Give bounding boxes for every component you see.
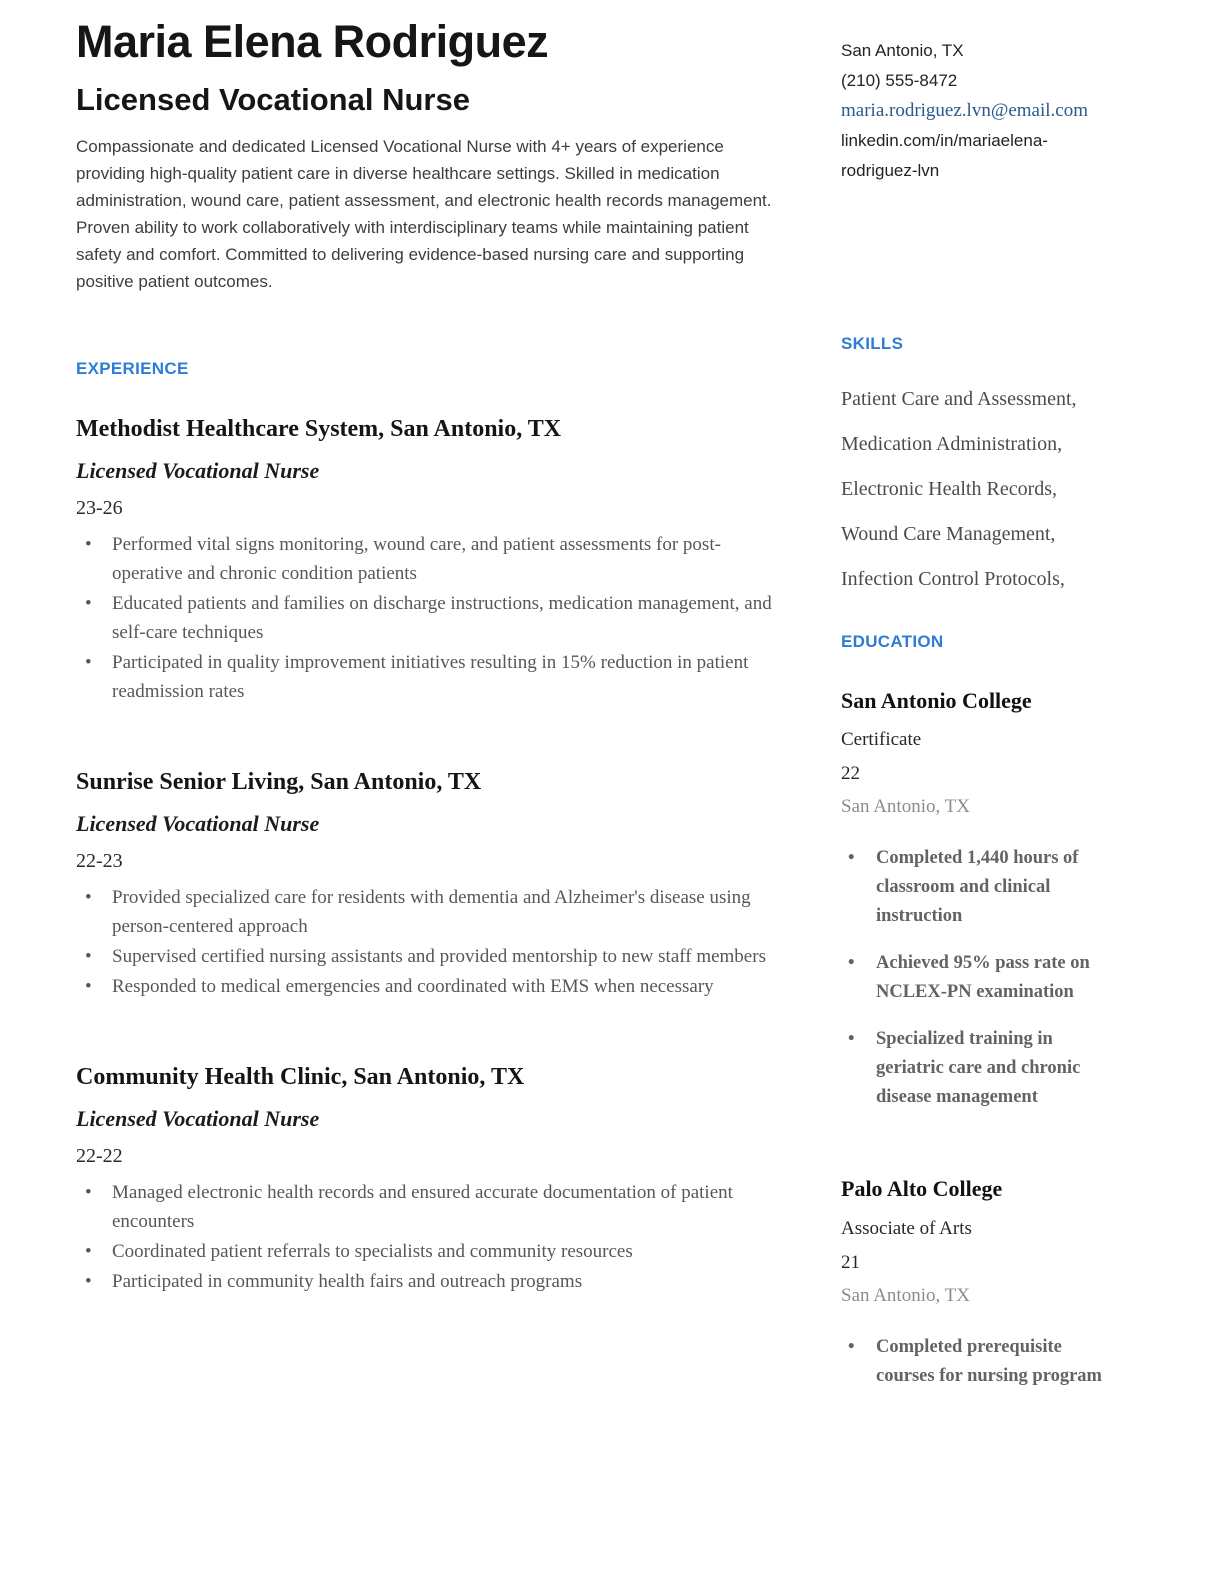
job-bullet: • Managed electronic health records and ensured accurate documentation of patient encounters [76,1178,790,1236]
skills-list [841,388,1113,590]
resume-name: Maria Elena Rodriguez [76,16,549,67]
job-company: Methodist Healthcare System, San Antonio, TX [76,416,562,443]
contact-linkedin: linkedin.com/in/mariaelena-rodriguez-lvn [841,131,1048,180]
skill-item: Patient Care and Assessment, [841,388,1077,410]
contact-location: San Antonio, TX [841,41,964,60]
job-bullet: • Supervised certified nursing assistants and provided mentorship to new staff members [76,942,790,971]
school-entry [841,1176,1113,1390]
school-bullet: • Specialized training in geriatric care and chronic disease management [841,1025,1113,1112]
job-entry [76,415,790,706]
job-dates: 23-26 [76,497,123,520]
education-heading: EDUCATION [841,632,944,651]
school-location: San Antonio, TX [841,1284,970,1306]
skills-heading: SKILLS [841,334,904,353]
job-dates: 22-23 [76,849,123,872]
school-entry [841,688,1113,1112]
school-bullet: • Completed prerequisite courses for nursing program [841,1333,1113,1391]
contact-block [841,36,1113,186]
school-name: Palo Alto College [841,1176,1003,1202]
skill-item: Infection Control Protocols, [841,568,1065,590]
skill-item: Wound Care Management, [841,523,1056,545]
job-entry [76,1063,790,1296]
job-title: Licensed Vocational Nurse [76,810,320,836]
job-bullet-list [76,883,790,1001]
main-column [76,16,790,1296]
summary-text: Compassionate and dedicated Licensed Vocational Nurse with 4+ years of experience providing high-quality patient care in diverse healthcare settings. Skilled in medication administration, wound care, patient assessment, and electronic health records management. Proven ability to work collaboratively with interdisciplinary teams while maintaining patient safety and comfort. Committed to delivering evidence-based nursing care and supporting positive patient outcomes. [76,137,772,292]
job-entry [76,768,790,1001]
school-year: 22 [841,763,860,785]
job-bullet: • Coordinated patient referrals to specialists and community resources [76,1237,790,1266]
school-bullet: • Achieved 95% pass rate on NCLEX-PN examination [841,949,1113,1007]
job-bullet: • Performed vital signs monitoring, wound care, and patient assessments for post-operative and chronic condition patients [76,530,790,588]
skill-item: Electronic Health Records, [841,478,1058,500]
job-company: Sunrise Senior Living, San Antonio, TX [76,769,482,796]
job-company: Community Health Clinic, San Antonio, TX [76,1063,525,1090]
job-dates: 22-22 [76,1144,123,1167]
school-location: San Antonio, TX [841,796,970,818]
job-bullet: • Participated in quality improvement initiatives resulting in 15% reduction in patient readmission rates [76,648,790,706]
contact-phone: (210) 555-8472 [841,71,958,90]
skill-item: Medication Administration, [841,433,1063,455]
school-bullet: • Completed 1,440 hours of classroom and clinical instruction [841,844,1113,931]
school-name: San Antonio College [841,688,1032,713]
sidebar-column [841,36,1113,1409]
resume-title: Licensed Vocational Nurse [76,81,470,117]
job-bullet: • Educated patients and families on discharge instructions, medication management, and self-care techniques [76,589,790,647]
job-bullet-list [76,530,790,706]
school-bullet-list [841,844,1113,1112]
contact-email-link[interactable]: maria.rodriguez.lvn@email.com [841,100,1088,121]
job-bullet: • Responded to medical emergencies and coordinated with EMS when necessary [76,972,790,1001]
school-degree: Certificate [841,729,922,751]
school-bullet-list [841,1333,1113,1391]
job-bullet-list [76,1178,790,1296]
school-degree: Associate of Arts [841,1217,972,1239]
experience-heading: EXPERIENCE [76,359,189,379]
job-bullet: • Provided specialized care for residents with dementia and Alzheimer's disease using person-centered approach [76,883,790,941]
school-year: 21 [841,1251,860,1273]
job-bullet: • Participated in community health fairs and outreach programs [76,1267,790,1296]
job-title: Licensed Vocational Nurse [76,1105,320,1131]
job-title: Licensed Vocational Nurse [76,458,320,484]
